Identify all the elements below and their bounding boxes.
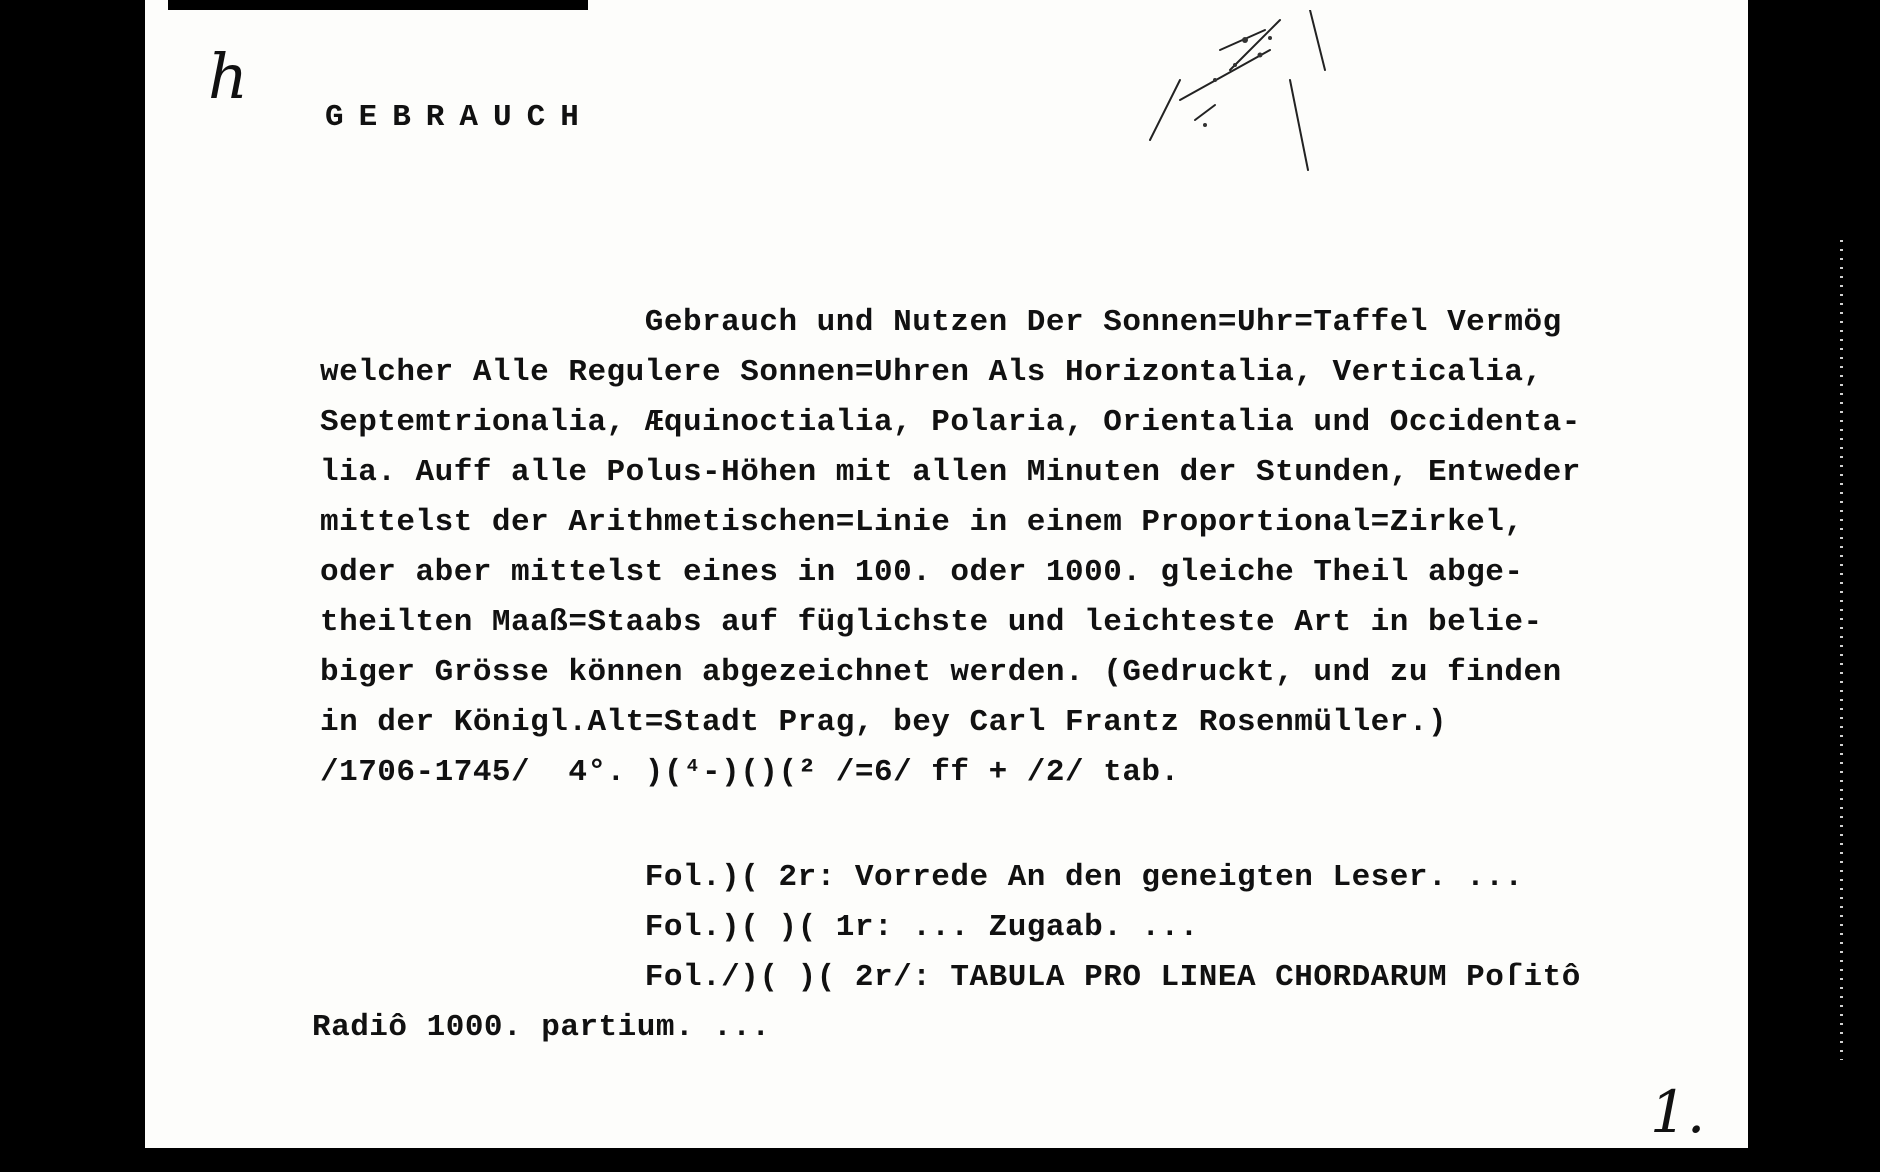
- folio-line: Radiô 1000. partium. ...: [312, 1010, 771, 1045]
- card-top-edge-shadow: [168, 0, 588, 10]
- folio-line: Fol.)( 2r: Vorrede An den geneigten Leser. ...: [320, 860, 1524, 895]
- folio-line: Fol./)( )( 2r/: TABULA PRO LINEA CHORDARUM Poſitô: [320, 960, 1581, 995]
- body-line: Gebrauch und Nutzen Der Sonnen=Uhr=Taffel Vermög: [320, 305, 1562, 340]
- corner-handwritten-mark: h: [208, 40, 248, 113]
- body-line: theilten Maaß=Staabs auf füglichste und leichteste Art in belie-: [320, 605, 1543, 640]
- document-heading: GEBRAUCH: [325, 100, 594, 135]
- card-bottom-edge: [140, 1148, 1760, 1172]
- body-line: mittelst der Arithmetischen=Linie in einem Proportional=Zirkel,: [320, 505, 1524, 540]
- body-line: welcher Alle Regulere Sonnen=Uhren Als Horizontalia, Verticalia,: [320, 355, 1543, 390]
- body-line: oder aber mittelst eines in 100. oder 1000. gleiche Theil abge-: [320, 555, 1524, 590]
- collation-line: /1706-1745/ 4°. )(⁴-)()(² /=6/ ff + /2/ tab.: [320, 755, 1180, 790]
- folio-line: Fol.)( )( 1r: ... Zugaab. ...: [320, 910, 1199, 945]
- page-number: 1.: [1650, 1078, 1706, 1146]
- body-line: lia. Auff alle Polus-Höhen mit allen Minuten der Stunden, Entweder: [320, 455, 1581, 490]
- body-line: Septemtrionalia, Æquinoctialia, Polaria, Orientalia und Occidenta-: [320, 405, 1581, 440]
- card-left-margin: [145, 0, 168, 1158]
- scan-noise-right: [1840, 240, 1843, 1060]
- body-line: in der Königl.Alt=Stadt Prag, bey Carl Frantz Rosenmüller.): [320, 705, 1448, 740]
- ink-smudge-stamp: [1120, 10, 1350, 180]
- body-line: biger Grösse können abgezeichnet werden. (Gedruckt, und zu finden: [320, 655, 1562, 690]
